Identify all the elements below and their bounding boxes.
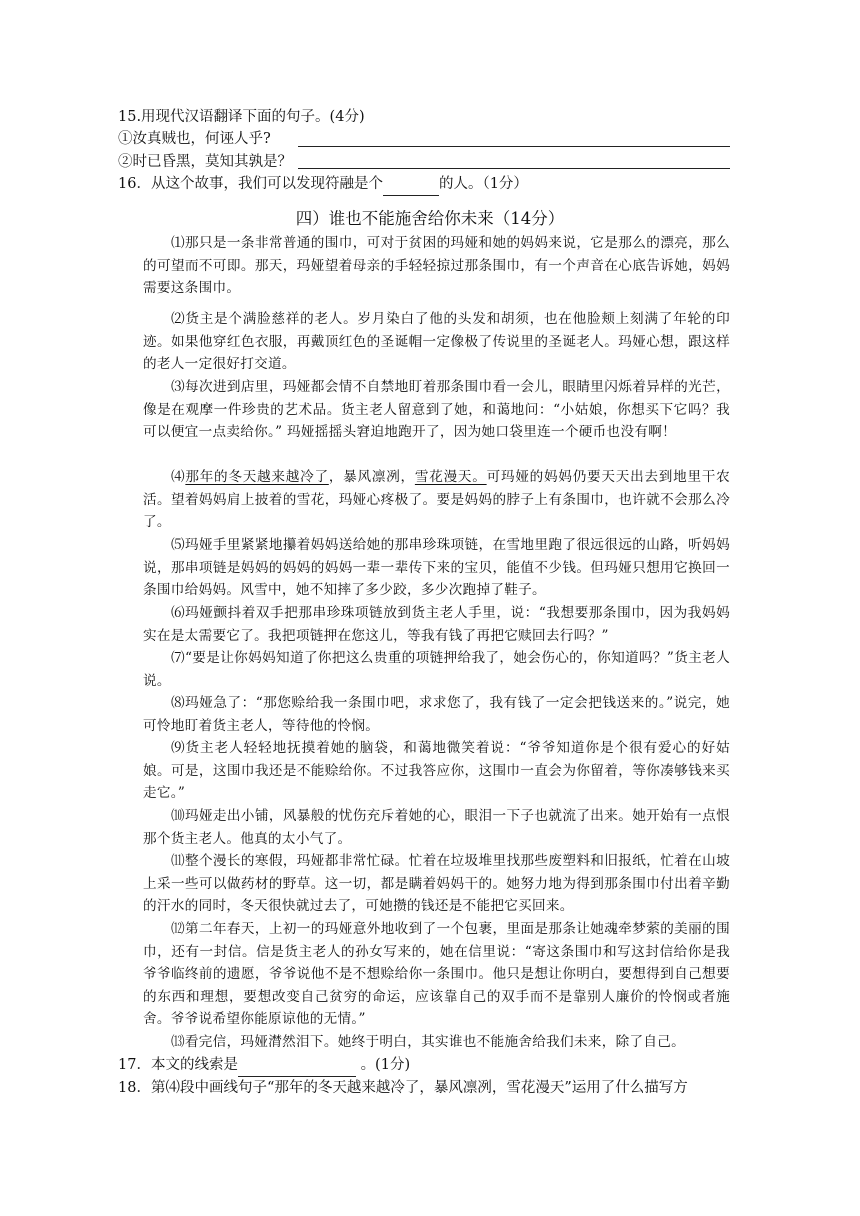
paragraph-4-rest: 可玛娅的妈妈仍要天天出去到地里干农活。望着妈妈肩上披着的雪花，玛娅心疼极了。要是妈妈的脖子上有条围巾，也许就不会那么冷了。 bbox=[143, 469, 731, 530]
answer-blank-16[interactable] bbox=[383, 173, 439, 196]
paragraph-9: ⑼货主老人轻轻地抚摸着她的脑袋，和蔼地微笑着说：“爷爷知道你是个很有爱心的好姑娘。可是，这围巾我还是不能赊给你。不过我答应你，这围巾一直会为你留着，等你凑够钱来买走它。” bbox=[143, 740, 730, 801]
paragraph-4-number: ⑷ bbox=[171, 469, 186, 485]
underlined-phrase-2: 雪花漫天。 bbox=[414, 469, 487, 485]
question-16-prefix: 16．从这个故事，我们可以发现符融是个 bbox=[118, 176, 383, 192]
answer-line-15-2[interactable] bbox=[298, 168, 730, 169]
paragraph-1: ⑴那只是一条非常普通的围巾，可对于贫困的玛娅和她的妈妈来说，它是那么的漂亮，那么的可望而不可即。那天，玛娅望着母亲的手轻轻掠过那条围巾，有一个声音在心底告诉她，妈妈需要这条围巾。 bbox=[143, 235, 730, 296]
question-18: 18．第⑷段中画线句子“那年的冬天越来越冷了，暴风凛冽，雪花漫天”运用了什么描写方 bbox=[118, 1080, 688, 1096]
answer-blank-17[interactable] bbox=[238, 1054, 356, 1077]
paragraph-12: ⑿第二年春天，上初一的玛娅意外地收到了一个包裹，里面是那条让她魂牵梦萦的美丽的围巾，还有一封信。信是货主老人的孙女写来的，她在信里说：“寄这条围巾和写这封信给你是我爷爷临终前的遗愿，爷爷说他不是不想赊给你一条围巾。他只是想让你明白，要想得到自己想要的东西和理想，要想改变自己贫穷的命运，应该靠自己的双手而不是靠别人廉价的怜悯或者施舍。爷爷说希望你能原谅他的无情。” bbox=[143, 921, 730, 1027]
paragraph-4 bbox=[143, 466, 730, 534]
paragraph-4-middle: ，暴风凛冽， bbox=[328, 469, 415, 485]
paragraph-7: ⑺“要是让你妈妈知道了你把这么贵重的项链押给我了，她会伤心的，你知道吗？”货主老人说。 bbox=[143, 650, 730, 689]
section-title: 四）谁也不能施舍给你未来（14分） bbox=[295, 209, 565, 228]
question-17-prefix: 17．本文的线索是 bbox=[118, 1057, 238, 1073]
paragraph-10: ⑽玛娅走出小铺，风暴般的忧伤充斥着她的心，眼泪一下子也就流了出来。她开始有一点恨那个货主老人。他真的太小气了。 bbox=[143, 808, 730, 847]
paragraph-2: ⑵货主是个满脸慈祥的老人。岁月染白了他的头发和胡须，也在他脸颊上刻满了年轮的印迹。如果他穿红色衣服，再戴顶红色的圣诞帽一定像极了传说里的圣诞老人。玛娅心想，跟这样的老人一定很好打交道。 bbox=[143, 311, 730, 372]
paragraph-5: ⑸玛娅手里紧紧地攥着妈妈送给她的那串珍珠项链，在雪地里跑了很远很远的山路，听妈妈说，那串项链是妈妈的妈妈的妈妈一辈一辈传下来的宝贝，能值不少钱。但玛娅只想用它换回一条围巾给妈妈。风雪中，她不知摔了多少跤，多少次跑掉了鞋子。 bbox=[143, 537, 730, 598]
question-16 bbox=[118, 173, 528, 196]
question-15-item-1: ①汝真贼也，何诬人乎? bbox=[118, 131, 271, 147]
paragraph-13: ⒀看完信，玛娅潸然泪下。她终于明白，其实谁也不能施舍给我们未来，除了自己。 bbox=[171, 1034, 686, 1050]
question-15: 15.用现代汉语翻译下面的句子。(4分) bbox=[118, 109, 365, 125]
question-16-suffix: 的人。（1分） bbox=[438, 176, 528, 192]
question-17 bbox=[118, 1054, 410, 1077]
paragraph-3: ⑶每次进到店里，玛娅都会情不自禁地盯着那条围巾看一会儿，眼睛里闪烁着异样的光芒，像是在观摩一件珍贵的艺术品。货主老人留意到了她，和蔼地问：“小姑娘，你想买下它吗？我可以便宜一点卖给你。” 玛娅摇摇头窘迫地跑开了，因为她口袋里连一个硬币也没有啊！ bbox=[143, 379, 730, 440]
question-17-suffix: 。(1分) bbox=[360, 1057, 411, 1073]
paragraph-11: ⑾整个漫长的寒假，玛娅都非常忙碌。忙着在垃圾堆里找那些废塑料和旧报纸，忙着在山坡上采一些可以做药材的野草。这一切，都是瞒着妈妈干的。她努力地为得到那条围巾付出着辛勤的汗水的同时，冬天很快就过去了，可她攒的钱还是不能把它买回来。 bbox=[143, 853, 730, 914]
underlined-phrase-1: 那年的冬天越来越冷了 bbox=[185, 469, 329, 485]
answer-line-15-1[interactable] bbox=[298, 146, 730, 147]
paragraph-8: ⑻玛娅急了：“那您赊给我一条围巾吧，求求您了，我有钱了一定会把钱送来的。”说完，她可怜地盯着货主老人，等待他的怜悯。 bbox=[143, 695, 730, 734]
question-15-item-2: ②时已昏黑，莫知其孰是？ bbox=[118, 154, 292, 170]
paragraph-6: ⑹玛娅颤抖着双手把那串珍珠项链放到货主老人手里，说：“我想要那条围巾，因为我妈妈实在是太需要它了。我把项链押在您这儿，等我有钱了再把它赎回去行吗？” bbox=[143, 605, 730, 644]
